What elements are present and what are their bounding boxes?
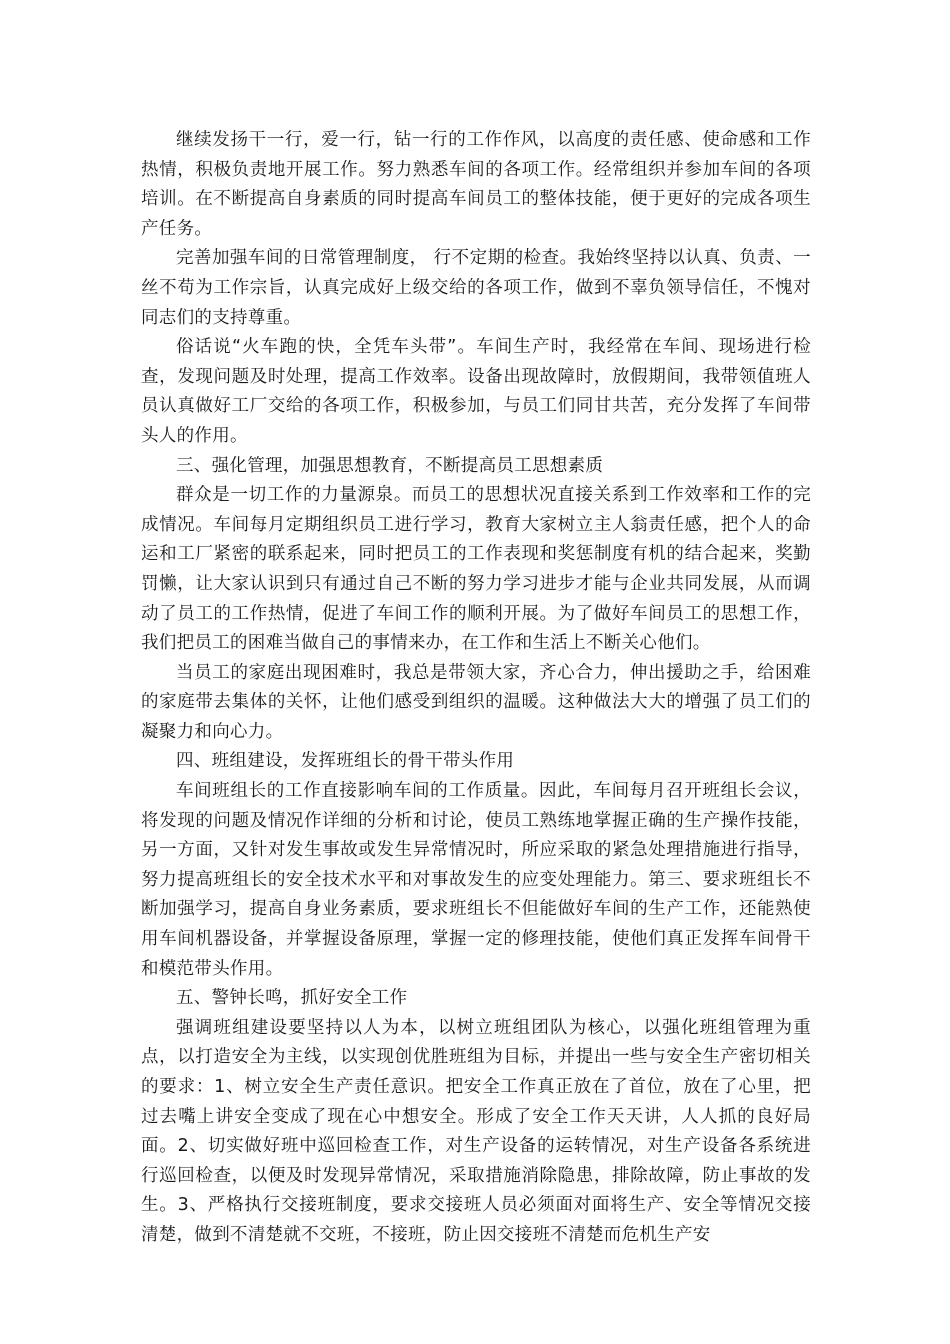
paragraph-leading-role: 俗话说“火车跑的快，全凭车头带”。车间生产时，我经常在车间、现场进行检查，发现问题及时处理，提高工作效率。设备出现故障时，放假期间，我带领值班人员认真做好工厂交给的各项工作，积极参加，与员工们同甘共苦，充分发挥了车间带头人的作用。 <box>141 337 811 446</box>
paragraph-safety-work: 强调班组建设要坚持以人为本，以树立班组团队为核心，以强化班组管理为重点，以打造安全为主线，以实现创优胜班组为目标，并提出一些与安全生产密切相关的要求：1、树立安全生产责任意识。把安全工作真正放在了首位，放在了心里，把过去嘴上讲安全变成了现在心中想安全。形成了安全工作天天讲，人人抓的良好局面。2、切实做好班中巡回检查工作，对生产设备的运转情况，对生产设备各系统进行巡回检查，以便及时发现异常情况，采取措施消除隐患，排除故障，防止事故的发生。3、严格执行交接班制度，要求交接班人员必须面对面将生产、安全等情况交接清楚，做到不清楚就不交班，不接班，防止因交接班不清楚而危机生产安 <box>141 1017 811 1245</box>
paragraph-family-care: 当员工的家庭出现困难时，我总是带领大家，齐心合力，伸出援助之手，给困难的家庭带去集体的关怀，让他们感受到组织的温暖。这种做法大大的增强了员工们的凝聚力和向心力。 <box>141 662 811 742</box>
paragraph-team-leader: 车间班组长的工作直接影响车间的工作质量。因此，车间每月召开班组长会议，将发现的问题及情况作详细的分析和讨论，使员工熟练地掌握正确的生产操作技能，另一方面，又针对发生事故或发生异常情况时，所应采取的紧急处理措施进行指导，努力提高班组长的安全技术水平和对事故发生的应变处理能力。第三、要求班组长不断加强学习，提高自身业务素质，要求班组长不但能做好车间的生产工作，还能熟使用车间机器设备，并掌握设备原理，掌握一定的修理技能，使他们真正发挥车间骨干和模范带头作用。 <box>141 781 811 979</box>
paragraph-work-style: 继续发扬干一行，爱一行，钻一行的工作作风，以高度的责任感、使命感和工作热情，积极负责地开展工作。努力熟悉车间的各项工作。经常组织并参加车间的各项培训。在不断提高自身素质的同时提高车间员工的整体技能，便于更好的完成各项生产任务。 <box>141 130 811 239</box>
document-page <box>141 126 811 1251</box>
section-heading-3: 三、强化管理，加强思想教育，不断提高员工思想素质 <box>176 455 604 476</box>
section-heading-5: 五、警钟长鸣，抓好安全工作 <box>176 988 408 1009</box>
paragraph-thought-education: 群众是一切工作的力量源泉。而员工的思想状况直接关系到工作效率和工作的完成情况。车间每月定期组织员工进行学习，教育大家树立主人翁责任感，把个人的命运和工厂紧密的联系起来，同时把员工的工作表现和奖惩制度有机的结合起来，奖勤罚懒，让大家认识到只有通过自己不断的努力学习进步才能与企业共同发展，从而调动了员工的工作热情，促进了车间工作的顺利开展。为了做好车间员工的思想工作，我们把员工的困难当做自己的事情来办，在工作和生活上不断关心他们。 <box>141 485 811 654</box>
section-heading-4: 四、班组建设，发挥班组长的骨干带头作用 <box>176 751 515 772</box>
paragraph-management-system: 完善加强车间的日常管理制度， 行不定期的检查。我始终坚持以认真、负责、一丝不苟为工作宗旨，认真完成好上级交给的各项工作，做到不辜负领导信任，不愧对同志们的支持尊重。 <box>141 248 811 328</box>
